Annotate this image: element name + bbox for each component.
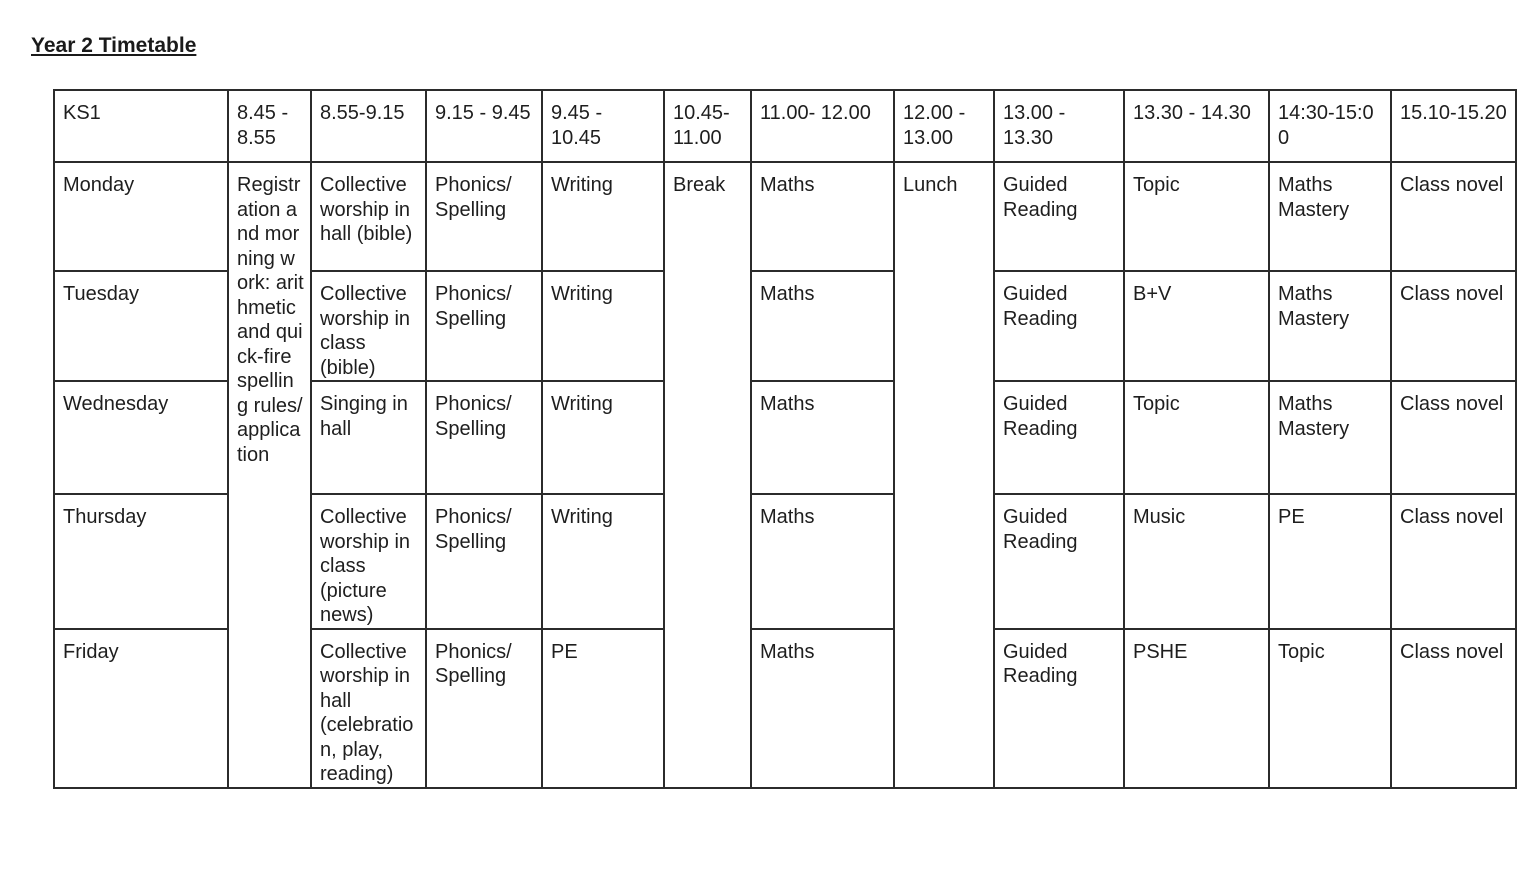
late-afternoon-cell: Topic [1269, 629, 1391, 788]
late-afternoon-cell: Maths Mastery [1269, 162, 1391, 271]
class-novel-cell: Class novel [1391, 271, 1516, 381]
day-label: Monday [54, 162, 228, 271]
header-time: 12.00 - 13.00 [894, 90, 994, 162]
writing-cell: PE [542, 629, 664, 788]
page-title: Year 2 Timetable [31, 34, 197, 57]
phonics-cell: Phonics/ Spelling [426, 162, 542, 271]
phonics-cell: Phonics/ Spelling [426, 494, 542, 629]
header-time: 8.45 - 8.55 [228, 90, 311, 162]
reading-cell: Guided Reading [994, 271, 1124, 381]
lunch-cell: Lunch [894, 162, 994, 788]
reading-cell: Guided Reading [994, 629, 1124, 788]
maths-cell: Maths [751, 381, 894, 494]
break-cell: Break [664, 162, 751, 788]
header-row [54, 90, 1516, 162]
class-novel-cell: Class novel [1391, 494, 1516, 629]
reading-cell: Guided Reading [994, 381, 1124, 494]
day-label: Friday [54, 629, 228, 788]
header-ks: KS1 [54, 90, 228, 162]
day-label: Thursday [54, 494, 228, 629]
header-time: 11.00- 12.00 [751, 90, 894, 162]
header-time: 10.45-11.00 [664, 90, 751, 162]
header-time: 14:30-15:00 [1269, 90, 1391, 162]
writing-cell: Writing [542, 162, 664, 271]
afternoon-cell: Music [1124, 494, 1269, 629]
header-time: 9.45 - 10.45 [542, 90, 664, 162]
worship-cell: Singing in hall [311, 381, 426, 494]
writing-cell: Writing [542, 494, 664, 629]
worship-cell: Collective worship in hall (bible) [311, 162, 426, 271]
afternoon-cell: PSHE [1124, 629, 1269, 788]
day-label: Wednesday [54, 381, 228, 494]
maths-cell: Maths [751, 271, 894, 381]
header-time: 13.00 - 13.30 [994, 90, 1124, 162]
afternoon-cell: Topic [1124, 162, 1269, 271]
class-novel-cell: Class novel [1391, 629, 1516, 788]
maths-cell: Maths [751, 494, 894, 629]
afternoon-cell: Topic [1124, 381, 1269, 494]
reading-cell: Guided Reading [994, 162, 1124, 271]
class-novel-cell: Class novel [1391, 162, 1516, 271]
writing-cell: Writing [542, 381, 664, 494]
header-time: 9.15 - 9.45 [426, 90, 542, 162]
class-novel-cell: Class novel [1391, 381, 1516, 494]
timetable [53, 89, 1517, 789]
late-afternoon-cell: Maths Mastery [1269, 381, 1391, 494]
late-afternoon-cell: PE [1269, 494, 1391, 629]
header-time: 8.55-9.15 [311, 90, 426, 162]
registration-cell: Registration and morning work: arithmetic and quick-fire spelling rules/application [228, 162, 311, 788]
table-row [54, 162, 1516, 271]
worship-cell: Collective worship in class (bible) [311, 271, 426, 381]
late-afternoon-cell: Maths Mastery [1269, 271, 1391, 381]
afternoon-cell: B+V [1124, 271, 1269, 381]
phonics-cell: Phonics/ Spelling [426, 271, 542, 381]
writing-cell: Writing [542, 271, 664, 381]
header-time: 15.10-15.20 [1391, 90, 1516, 162]
worship-cell: Collective worship in hall (celebration, play, reading) [311, 629, 426, 788]
phonics-cell: Phonics/ Spelling [426, 381, 542, 494]
header-time: 13.30 - 14.30 [1124, 90, 1269, 162]
day-label: Tuesday [54, 271, 228, 381]
maths-cell: Maths [751, 629, 894, 788]
maths-cell: Maths [751, 162, 894, 271]
worship-cell: Collective worship in class (picture news) [311, 494, 426, 629]
phonics-cell: Phonics/ Spelling [426, 629, 542, 788]
reading-cell: Guided Reading [994, 494, 1124, 629]
